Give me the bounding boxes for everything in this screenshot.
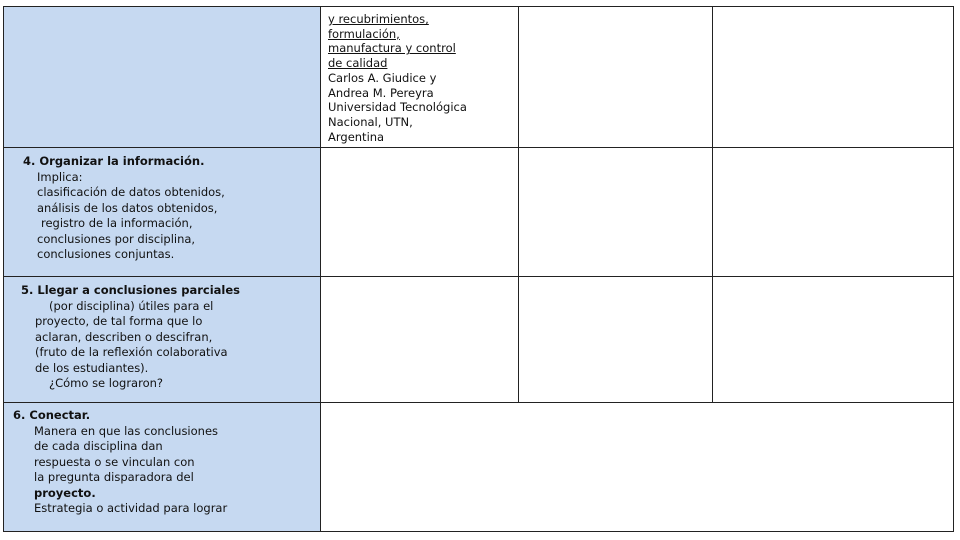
table-row — [4, 7, 954, 148]
label-cell-empty — [4, 7, 321, 148]
table-row — [4, 403, 954, 532]
step-6-cell — [4, 403, 321, 532]
empty-cell — [712, 7, 953, 148]
step-4-line: clasificación de datos obtenidos, — [37, 185, 225, 199]
empty-cell — [518, 277, 712, 403]
step-4-title: 4. Organizar la información. — [23, 154, 205, 168]
planning-table — [3, 6, 954, 532]
empty-cell — [518, 7, 712, 148]
step-4-line: Implica: — [37, 169, 83, 184]
reference-institution: Nacional, UTN, — [328, 114, 413, 129]
step-4-line: análisis de los datos obtenidos, — [37, 200, 218, 215]
reference-line: y recubrimientos, — [328, 12, 429, 26]
empty-cell — [712, 148, 953, 277]
step-5-line: proyecto, de tal forma que lo — [35, 314, 203, 328]
table-row — [4, 277, 954, 403]
step-5-line: ¿Cómo se lograron? — [49, 376, 163, 390]
reference-author: Carlos A. Giudice y — [328, 70, 437, 85]
reference-line: de calidad — [328, 56, 388, 71]
empty-cell — [518, 148, 712, 277]
step-4-line: conclusiones por disciplina, — [37, 231, 196, 246]
step-5-line: (por disciplina) útiles para el — [49, 298, 214, 313]
step-4-line: conclusiones conjuntas. — [37, 247, 175, 261]
step-5-line: (fruto de la reflexión colaborativa — [35, 345, 228, 359]
step-6-line: de cada disciplina dan — [34, 439, 163, 453]
empty-cell — [321, 148, 519, 277]
reference-cell — [321, 7, 519, 148]
table-row — [4, 148, 954, 277]
step-5-title: 5. Llegar a conclusiones parciales — [21, 283, 241, 297]
reference-line: formulación, — [328, 26, 400, 41]
step-5-line: de los estudiantes). — [35, 360, 149, 375]
reference-line: manufactura y control — [328, 41, 456, 56]
step-6-line: Manera en que las conclusiones — [34, 423, 219, 438]
step-5-cell — [4, 277, 321, 403]
step-5-line: aclaran, describen o descifran, — [35, 329, 213, 344]
step-6-line: respuesta o se vinculan con — [34, 454, 195, 469]
step-6-line: la pregunta disparadora del — [34, 470, 194, 484]
merged-empty-cell — [321, 403, 954, 532]
step-6-title: 6. Conectar. — [13, 408, 91, 422]
step-4-cell — [4, 148, 321, 277]
reference-country: Argentina — [328, 129, 385, 144]
empty-cell — [321, 277, 519, 403]
step-6-bold-line: proyecto. — [34, 485, 96, 500]
reference-author: Andrea M. Pereyra — [328, 85, 434, 100]
reference-institution: Universidad Tecnológica — [328, 100, 467, 115]
step-6-line: Estrategia o actividad para lograr — [34, 501, 228, 515]
step-4-line: registro de la información, — [41, 216, 193, 230]
empty-cell — [712, 277, 953, 403]
